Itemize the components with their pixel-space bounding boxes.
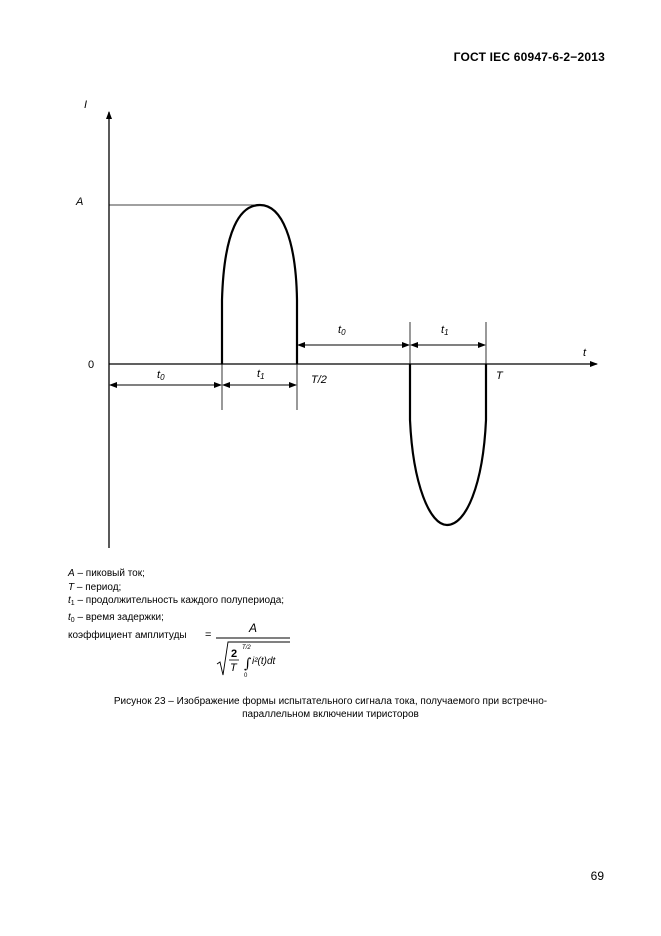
legend-item-peak: A – пиковый ток; [68, 568, 145, 579]
amplitude-formula [68, 618, 308, 678]
legend-item-t1: $t_1$ – продолжительность каждого полупериода; [68, 595, 285, 607]
t0-label-first: t0 [157, 369, 165, 382]
formula-label: коэффициент амплитуды [68, 630, 187, 641]
x-axis-label: t [583, 347, 587, 359]
t1-label-second: t1 [441, 324, 449, 337]
period-label: T [496, 370, 503, 382]
peak-label: A [76, 196, 84, 208]
integrand: i²(t)dt [252, 656, 276, 667]
legend-item-period: T – период; [68, 581, 122, 593]
document-header: ГОСТ IEC 60947-6-2−2013 [453, 50, 605, 64]
negative-half-wave [410, 364, 486, 525]
lower-limit: 0 [244, 673, 248, 679]
half-period-label: T/2 [311, 374, 327, 386]
formula-numerator: A [249, 621, 258, 635]
t1-label-first: t1 [257, 368, 265, 381]
upper-limit: T/2 [242, 645, 251, 651]
positive-half-wave [222, 205, 297, 364]
integral-sign: ∫ [244, 656, 252, 672]
caption-line-2: параллельном включении тиристоров [242, 709, 419, 720]
figure-caption [60, 695, 601, 721]
formula-equals: = [205, 629, 212, 641]
t0-label-second: t0 [338, 324, 346, 337]
caption-line-1: Рисунок 23 – Изображение формы испытательного сигнала тока, получаемого при встречно- [113, 696, 548, 707]
legend-item-t0: $t_0$ – время задержки; [68, 611, 164, 624]
zero-label: 0 [88, 359, 95, 371]
frac-numerator: 2 [231, 648, 238, 660]
frac-denominator: T [230, 662, 237, 674]
page-number: 69 [590, 869, 604, 883]
y-axis-label: I [84, 99, 88, 111]
